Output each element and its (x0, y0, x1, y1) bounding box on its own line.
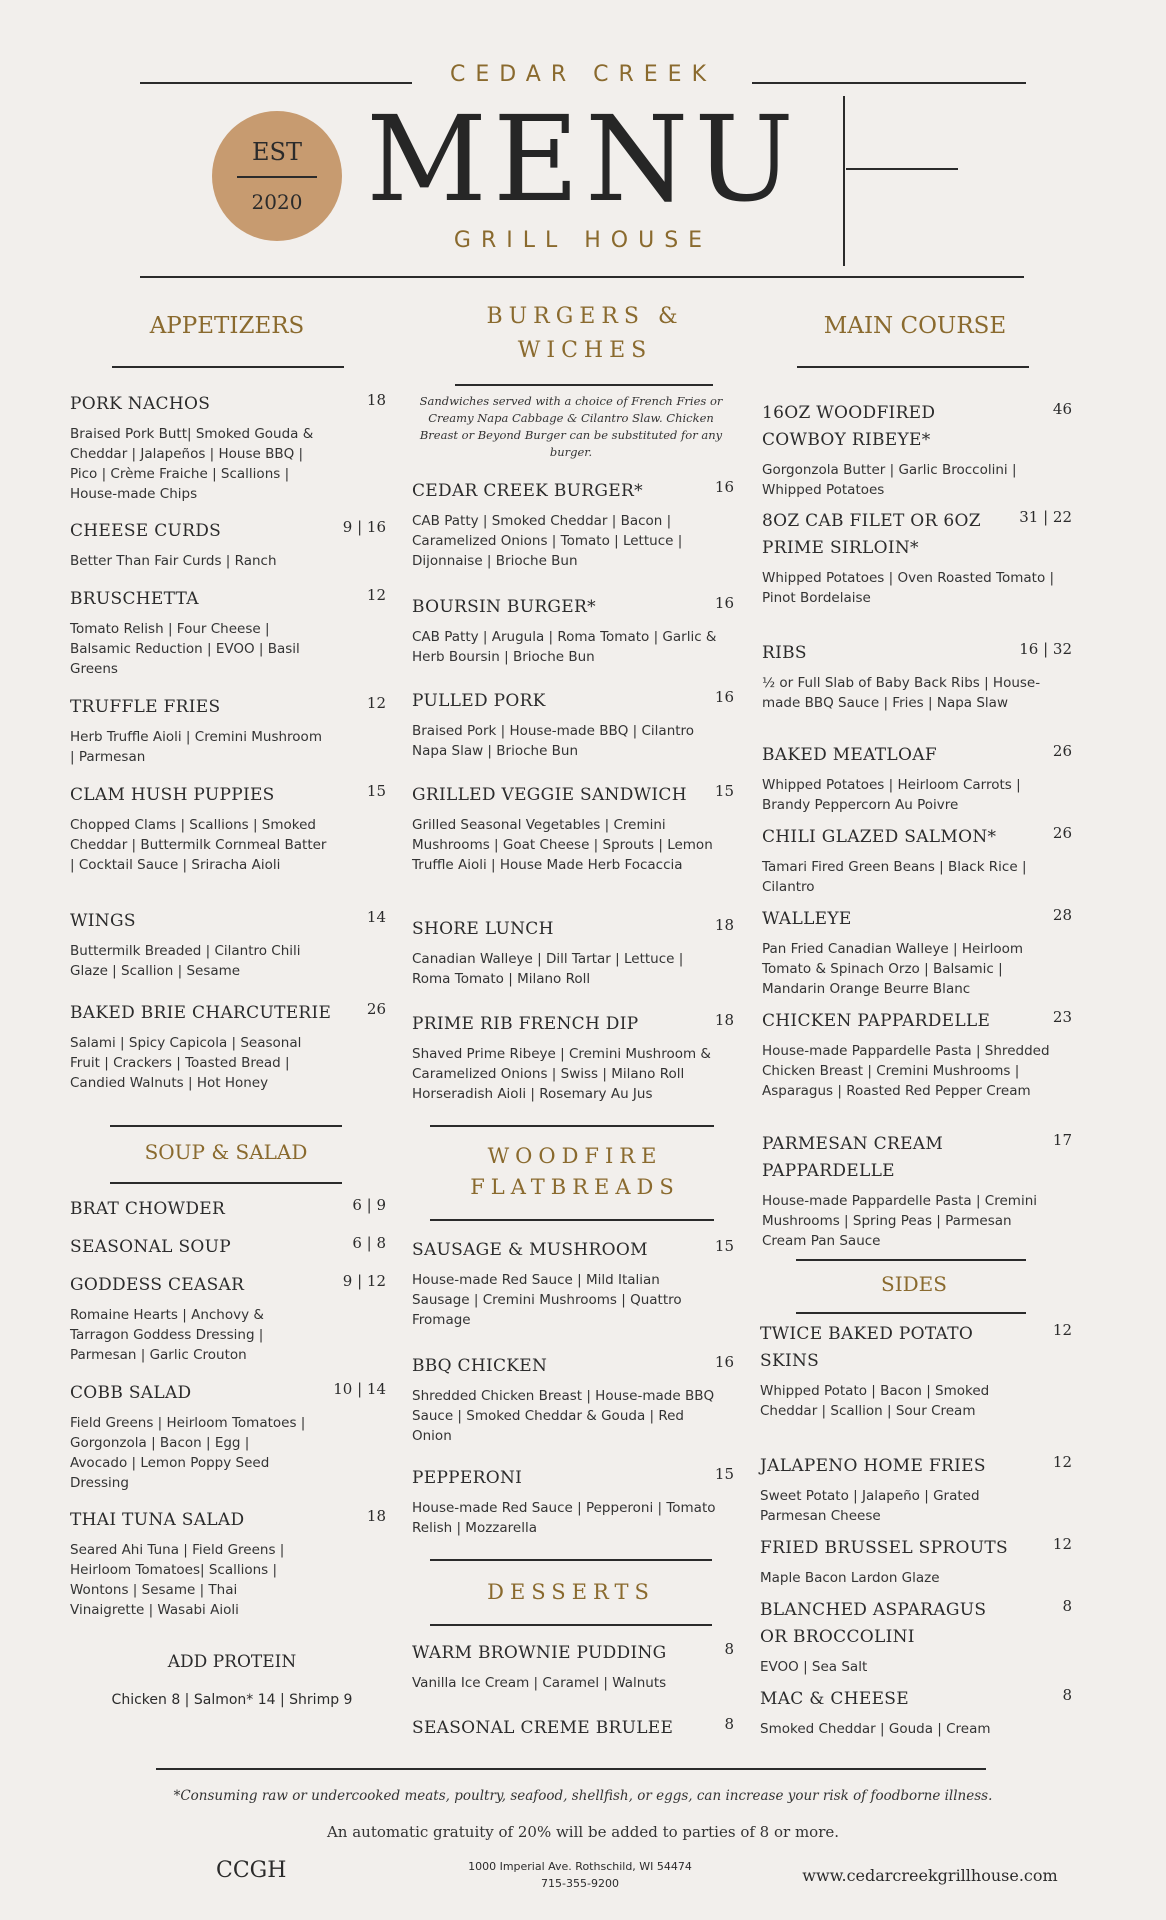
menu-item (70, 1272, 386, 1365)
menu-item-name: COBB SALAD (70, 1383, 192, 1403)
menu-item-price: 18 (366, 391, 386, 409)
menu-item-name: PARMESAN CREAM PAPPARDELLE (762, 1134, 944, 1181)
menu-item-name: CHILI GLAZED SALMON* (762, 827, 997, 847)
menu-item-price: 8 (724, 1640, 734, 1658)
gratuity-note: An automatic gratuity of 20% will be added to parties of 8 or more. (326, 1823, 840, 1841)
menu-item-description: Whipped Potatoes | Heirloom Carrots | Brandy Peppercorn Au Poivre (762, 777, 1021, 813)
menu-item-description: CAB Patty | Arugula | Roma Tomato | Garlic & Herb Boursin | Brioche Bun (412, 629, 717, 665)
menu-item (412, 594, 734, 667)
menu-item-name: BRAT CHOWDER (70, 1199, 226, 1219)
menu-item (412, 1715, 734, 1742)
menu-item-description: Field Greens | Heirloom Tomatoes | Gorgonzola | Bacon | Egg | Avocado | Lemon Poppy Seed Dressing (70, 1415, 306, 1491)
menu-item-description: Chopped Clams | Scallions | Smoked Cheddar | Buttermilk Cornmeal Batter | Cocktail Sauce | Sriracha Aioli (70, 817, 327, 873)
menu-item-price: 9 | 16 (342, 518, 386, 536)
menu-item-description: Whipped Potato | Bacon | Smoked Cheddar | Scallion | Sour Cream (760, 1383, 990, 1419)
menu-item-description: House-made Red Sauce | Mild Italian Sausage | Cremini Mushrooms | Quattro Fromage (412, 1272, 682, 1328)
burgers-rule (455, 384, 713, 386)
flatbreads-title: WOODFIRE FLATBREADS (470, 1144, 680, 1199)
appetizers-title: APPETIZERS (149, 313, 305, 339)
menu-item (760, 1535, 1072, 1588)
menu-item-price: 26 (1052, 742, 1072, 760)
menu-item-name: 16OZ WOODFIRED COWBOY RIBEYE* (762, 403, 936, 450)
menu-item-price: 23 (1052, 1008, 1072, 1026)
menu-item-name: RIBS (762, 643, 807, 663)
menu-item-price: 15 (366, 782, 386, 800)
menu-item-price: 18 (366, 1507, 386, 1525)
menu-item-description: House-made Red Sauce | Pepperoni | Tomato Relish | Mozzarella (412, 1500, 716, 1536)
menu-item-price: 46 (1052, 400, 1072, 418)
consumption-warning: *Consuming raw or undercooked meats, poultry, seafood, shellfish, or eggs, can increase your risk of foodborne illness. (173, 1788, 993, 1804)
menu-item-price: 17 (1052, 1131, 1072, 1149)
badge-year: 2020 (251, 190, 303, 214)
menu-item-price: 8 (724, 1715, 734, 1733)
sides-rule-bottom (796, 1312, 1026, 1314)
menu-item (760, 1453, 1072, 1526)
menu-item-price: 8 (1062, 1686, 1072, 1704)
desserts-rule-top (430, 1559, 712, 1561)
website-link[interactable]: www.cedarcreekgrillhouse.com (802, 1866, 1058, 1885)
menu-item-price: 10 | 14 (333, 1380, 386, 1398)
menu-item-description: Smoked Cheddar | Gouda | Cream (760, 1721, 991, 1737)
header-bottom-rule (140, 276, 1024, 278)
soup-rule-top (110, 1125, 342, 1127)
badge-divider (237, 176, 317, 178)
menu-item-name: WINGS (70, 911, 136, 931)
menu-item-description: Shaved Prime Ribeye | Cremini Mushroom & Caramelized Onions | Swiss | Milano Roll Horseradish Aioli | Rosemary Au Jus (412, 1046, 711, 1102)
menu-item (762, 508, 1072, 608)
menu-item (762, 824, 1072, 897)
menu-item (412, 916, 734, 989)
menu-item-price: 12 (366, 586, 386, 604)
menu-item-name: SEASONAL CREME BRULEE (412, 1718, 674, 1738)
menu-item-name: GRILLED VEGGIE SANDWICH (412, 785, 687, 805)
menu-item (70, 908, 386, 981)
menu-item-name: TRUFFLE FRIES (70, 697, 221, 717)
menu-item-name: CEDAR CREEK BURGER* (412, 481, 643, 501)
menu-item-name: SEASONAL SOUP (70, 1237, 232, 1257)
main-course-title: MAIN COURSE (823, 313, 1007, 339)
desserts-rule-bottom (430, 1624, 712, 1626)
menu-item-price: 18 (714, 916, 734, 934)
badge-est: EST (252, 138, 302, 166)
menu-item-price: 16 (714, 1353, 734, 1371)
menu-item-name: BAKED BRIE CHARCUTERIE (70, 1003, 332, 1023)
menu-item-price: 12 (1052, 1321, 1072, 1339)
menu-item-price: 18 (714, 1011, 734, 1029)
menu-item (760, 1597, 1072, 1677)
menu-item (70, 1234, 386, 1261)
menu-item-name: BAKED MEATLOAF (762, 745, 937, 765)
menu-item-description: Seared Ahi Tuna | Field Greens | Heirloom Tomatoes| Scallions | Wontons | Sesame | Thai Vinaigrette | Wasabi Aioli (70, 1542, 285, 1618)
menu-item-name: BBQ CHICKEN (412, 1356, 548, 1376)
footer-rule (156, 1768, 986, 1770)
menu-item-price: 31 | 22 (1019, 508, 1072, 526)
menu-item-price: 26 (1052, 824, 1072, 842)
menu-item-price: 12 (1052, 1453, 1072, 1471)
menu-item-description: Tomato Relish | Four Cheese | Balsamic Reduction | EVOO | Basil Greens (70, 621, 300, 677)
menu-item-price: 28 (1052, 906, 1072, 924)
menu-item-description: Whipped Potatoes | Oven Roasted Tomato | Pinot Bordelaise (762, 570, 1055, 606)
menu-item (70, 782, 386, 875)
menu-item-description: Buttermilk Breaded | Cilantro Chili Glaze | Scallion | Sesame (70, 943, 301, 979)
add-protein-title: ADD PROTEIN (167, 1652, 297, 1672)
burgers-note: Sandwiches served with a choice of French Fries or Creamy Napa Cabbage & Cilantro Slaw. Chicken Breast or Beyond Burger can be substituted for any burger. (419, 394, 723, 459)
menu-item-name: BRUSCHETTA (70, 589, 199, 609)
desserts-title: DESSERTS (487, 1580, 655, 1604)
flatbreads-rule-bottom (430, 1219, 714, 1221)
menu-item-description: Herb Truffle Aioli | Cremini Mushroom | Parmesan (70, 729, 322, 765)
menu-item (412, 782, 734, 875)
header-vertical-rule (843, 96, 845, 266)
menu-item-price: 16 | 32 (1019, 640, 1072, 658)
menu-item-name: WALLEYE (762, 909, 852, 929)
burgers-title: BURGERS & WICHES (486, 304, 684, 363)
phone: 715-355-9200 (541, 1877, 619, 1890)
menu-item-description: Better Than Fair Curds | Ranch (70, 553, 277, 569)
menu-item-name: MAC & CHEESE (760, 1689, 909, 1709)
menu-item-price: 16 (714, 478, 734, 496)
menu-item-description: House-made Pappardelle Pasta | Cremini Mushrooms | Spring Peas | Parmesan Cream Pan Sauce (762, 1193, 1038, 1249)
menu-item-name: CLAM HUSH PUPPIES (70, 785, 275, 805)
menu-item-description: Tamari Fired Green Beans | Black Rice | Cilantro (762, 859, 1027, 895)
menu-item-name: PEPPERONI (412, 1468, 523, 1488)
menu-item-description: Shredded Chicken Breast | House-made BBQ Sauce | Smoked Cheddar & Gouda | Red Onion (412, 1388, 715, 1444)
menu-item-name: JALAPENO HOME FRIES (760, 1456, 986, 1476)
menu-item-description: CAB Patty | Smoked Cheddar | Bacon | Caramelized Onions | Tomato | Lettuce | Dijonnaise | Brioche Bun (412, 513, 683, 569)
appetizers-rule (112, 366, 344, 368)
menu-item-name: PORK NACHOS (70, 394, 211, 414)
menu-item (762, 640, 1072, 713)
menu-item-name: SAUSAGE & MUSHROOM (412, 1240, 648, 1260)
menu-item (70, 694, 386, 767)
menu-item (412, 1237, 734, 1330)
monogram: CCGH (216, 1858, 287, 1883)
menu-item (762, 742, 1072, 815)
menu-item-description: EVOO | Sea Salt (760, 1659, 868, 1675)
menu-item (762, 906, 1072, 999)
menu-item (762, 1131, 1072, 1251)
menu-item-description: Braised Pork | House-made BBQ | Cilantro Napa Slaw | Brioche Bun (412, 723, 695, 759)
main-course-rule (797, 366, 1029, 368)
menu-item-price: 9 | 12 (342, 1272, 386, 1290)
menu-item (412, 1640, 734, 1693)
menu-item (412, 1353, 734, 1446)
menu-item-price: 16 (714, 594, 734, 612)
menu-item (70, 1380, 386, 1493)
menu-item (70, 586, 386, 679)
menu-item-name: CHICKEN PAPPARDELLE (762, 1011, 991, 1031)
menu-item-name: CHEESE CURDS (70, 521, 222, 541)
address: 1000 Imperial Ave. Rothschild, WI 54474 (468, 1860, 692, 1873)
menu-item-name: THAI TUNA SALAD (70, 1510, 245, 1530)
menu-item-description: House-made Pappardelle Pasta | Shredded Chicken Breast | Cremini Mushrooms | Asparagus | Roasted Red Pepper Cream (762, 1043, 1050, 1099)
menu-item (70, 1196, 386, 1223)
menu-item (412, 1011, 734, 1104)
est-badge (212, 111, 342, 241)
menu-item (412, 1465, 734, 1538)
menu-item-description: ½ or Full Slab of Baby Back Ribs | House-made BBQ Sauce | Fries | Napa Slaw (762, 675, 1041, 711)
menu-item-price: 12 (366, 694, 386, 712)
menu-item-description: Salami | Spicy Capicola | Seasonal Fruit | Crackers | Toasted Bread | Candied Walnuts | Hot Honey (70, 1035, 302, 1091)
menu-item (412, 688, 734, 761)
menu-item (762, 1008, 1072, 1101)
menu-item-description: Maple Bacon Lardon Glaze (760, 1570, 940, 1586)
menu-item-name: BLANCHED ASPARAGUS OR BROCCOLINI (760, 1600, 987, 1647)
menu-item-price: 15 (714, 782, 734, 800)
menu-item-name: GODDESS CEASAR (70, 1275, 245, 1295)
menu-item-price: 16 (714, 688, 734, 706)
sides-title: SIDES (881, 1272, 947, 1296)
menu-item (70, 1000, 386, 1093)
soup-rule-bottom (110, 1182, 342, 1184)
menu-item-name: TWICE BAKED POTATO SKINS (760, 1324, 974, 1371)
menu-item-name: SHORE LUNCH (412, 919, 554, 939)
menu-item-description: Pan Fried Canadian Walleye | Heirloom Tomato & Spinach Orzo | Balsamic | Mandarin Orange Beurre Blanc (762, 941, 1024, 997)
menu-item (762, 400, 1072, 500)
menu-title: MENU (366, 90, 800, 228)
menu-item-description: Vanilla Ice Cream | Caramel | Walnuts (412, 1675, 667, 1691)
menu-item-name: BOURSIN BURGER* (412, 597, 596, 617)
brand-top-text: CEDAR CREEK (449, 62, 717, 87)
menu-item-name: PULLED PORK (412, 691, 546, 711)
menu-item (70, 518, 386, 571)
menu-item-description: Gorgonzola Butter | Garlic Broccolini | Whipped Potatoes (762, 462, 1017, 498)
menu-item-price: 12 (1052, 1535, 1072, 1553)
menu-item (760, 1686, 1072, 1739)
menu-item-name: FRIED BRUSSEL SPROUTS (760, 1538, 1008, 1558)
menu-item (760, 1321, 1072, 1421)
menu-item-name: PRIME RIB FRENCH DIP (412, 1014, 639, 1034)
header-short-rule (846, 168, 958, 170)
menu-item-price: 8 (1062, 1597, 1072, 1615)
menu-item-price: 15 (714, 1237, 734, 1255)
menu-item (70, 391, 386, 504)
flatbreads-rule-top (430, 1125, 714, 1127)
menu-item-name: 8OZ CAB FILET OR 6OZ PRIME SIRLOIN* (762, 511, 981, 558)
sides-rule-top (796, 1259, 1026, 1261)
menu-item-description: Romaine Hearts | Anchovy & Tarragon Goddess Dressing | Parmesan | Garlic Crouton (70, 1307, 264, 1363)
menu-item (412, 478, 734, 571)
menu-item-price: 14 (366, 908, 386, 926)
menu-item-description: Sweet Potato | Jalapeño | Grated Parmesan Cheese (760, 1488, 980, 1524)
menu-item-description: Canadian Walleye | Dill Tartar | Lettuce | Roma Tomato | Milano Roll (412, 951, 684, 987)
menu-item-name: WARM BROWNIE PUDDING (412, 1643, 667, 1663)
soup-salad-title: SOUP & SALAD (144, 1140, 308, 1164)
menu-item-description: Grilled Seasonal Vegetables | Cremini Mushrooms | Goat Cheese | Sprouts | Lemon Truffle Aioli | House Made Herb Focaccia (412, 817, 713, 873)
add-protein-text: Chicken 8 | Salmon* 14 | Shrimp 9 (111, 1692, 353, 1708)
menu-item-price: 26 (366, 1000, 386, 1018)
menu-item-price: 15 (714, 1465, 734, 1483)
menu-item (70, 1507, 386, 1620)
menu-item-price: 6 | 8 (352, 1234, 386, 1252)
menu-item-description: Braised Pork Butt| Smoked Gouda & Cheddar | Jalapeños | House BBQ | Pico | Crème Fraiche | Scallions | House-made Chips (70, 426, 314, 502)
menu-subtitle: GRILL HOUSE (453, 228, 713, 253)
menu-item-price: 6 | 9 (352, 1196, 386, 1214)
